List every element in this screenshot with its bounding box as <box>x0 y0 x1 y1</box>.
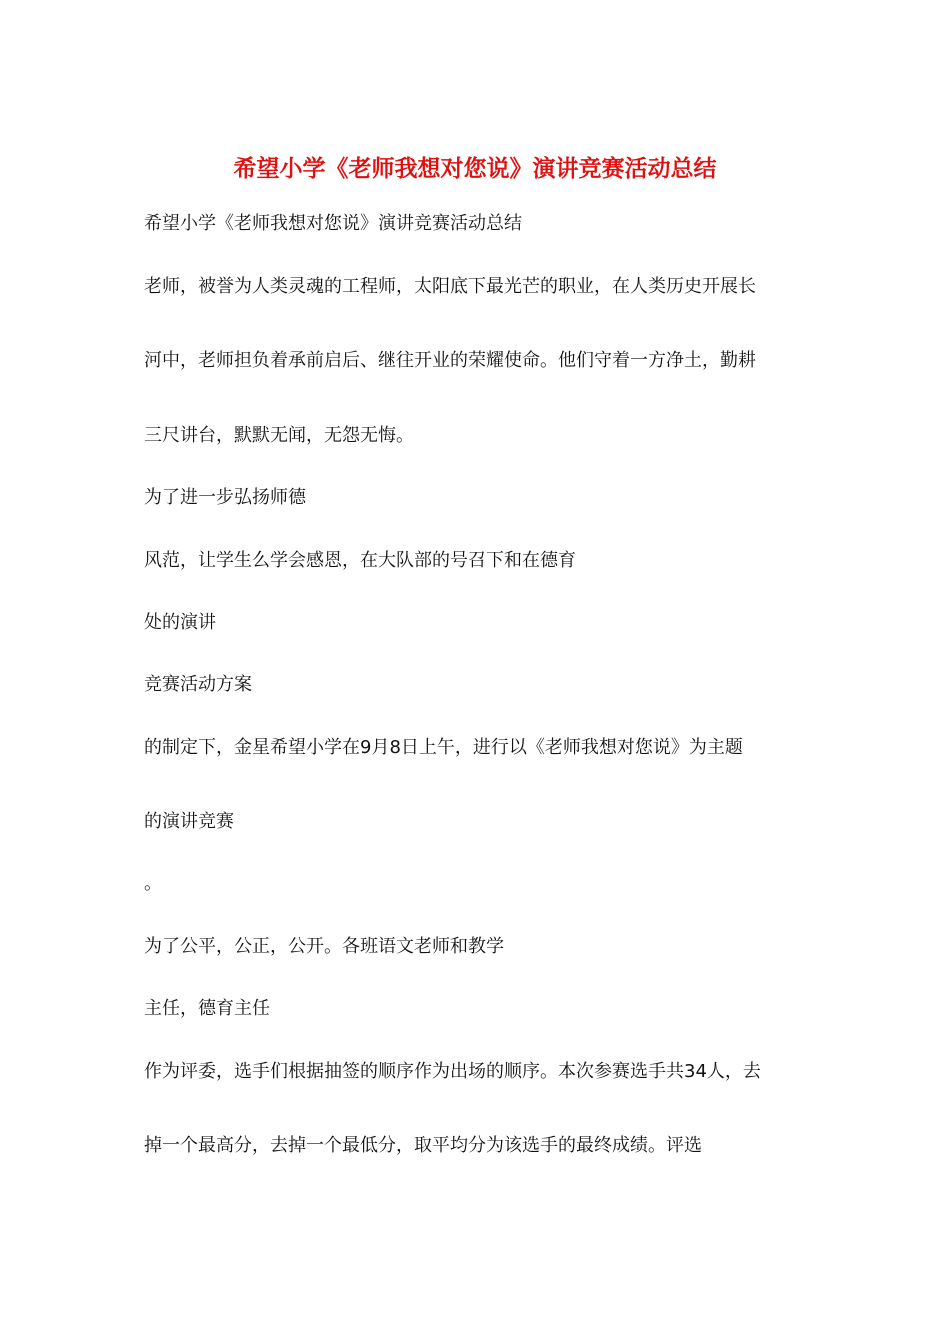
paragraph-line: 风范，让学生么学会感恩，在大队部的号召下和在德育 <box>144 550 576 571</box>
paragraph-line: 竞赛活动方案 <box>144 674 252 695</box>
paragraph-line: 老师，被誉为人类灵魂的工程师，太阳底下最光芒的职业，在人类历史开展长 <box>144 276 756 297</box>
paragraph-line: 为了公平，公正，公开。各班语文老师和教学 <box>144 936 504 957</box>
paragraph-line: 掉一个最高分，去掉一个最低分，取平均分为该选手的最终成绩。评选 <box>144 1135 702 1156</box>
document-title: 希望小学《老师我想对您说》演讲竞赛活动总结 <box>233 155 717 182</box>
paragraph-line: 的制定下，金星希望小学在9月8日上午，进行以《老师我想对您说》为主题 <box>144 737 743 758</box>
paragraph-line: 希望小学《老师我想对您说》演讲竞赛活动总结 <box>144 213 522 234</box>
paragraph-line: 为了进一步弘扬师德 <box>144 487 306 508</box>
paragraph-line: 三尺讲台，默默无闻，无怨无悔。 <box>144 425 414 446</box>
paragraph-line: 。 <box>144 873 162 894</box>
paragraph-line: 的演讲竞赛 <box>144 811 234 832</box>
paragraph-line: 主任，德育主任 <box>144 998 270 1019</box>
paragraph-line: 作为评委，选手们根据抽签的顺序作为出场的顺序。本次参赛选手共34人，去 <box>144 1061 761 1082</box>
paragraph-line: 处的演讲 <box>144 612 216 633</box>
paragraph-line: 河中，老师担负着承前启后、继往开业的荣耀使命。他们守着一方净土，勤耕 <box>144 350 756 371</box>
